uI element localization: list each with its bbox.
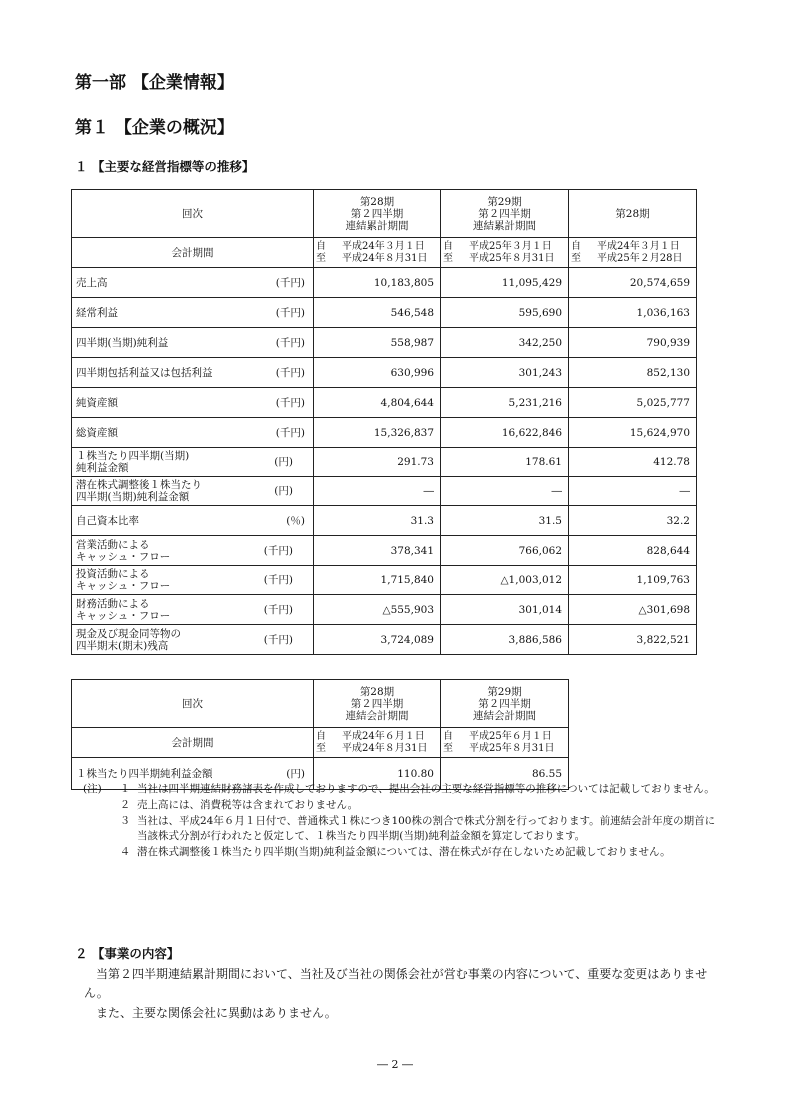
value-cell: 301,243 xyxy=(441,358,569,388)
row-label-cell xyxy=(72,358,314,388)
period-from-date: 平成25年３月１日 xyxy=(469,240,552,252)
value-cell: 31.3 xyxy=(314,506,441,536)
value-cell: 852,130 xyxy=(569,358,697,388)
header-label: 回次 xyxy=(182,207,203,220)
column-title-line: 第２四半期 xyxy=(478,207,531,220)
row-label xyxy=(76,337,168,349)
notes xyxy=(83,782,723,861)
note-text: 当社は、平成24年６月１日付で、普通株式１株につき100株の割合で株式分割を行っております。前連結会計年度の期首に当該株式分割が行われたと仮定して、１株当たり四半期(当期)純利益金額を算定しております。 xyxy=(137,815,716,842)
header-row xyxy=(72,190,697,238)
period-from-label: 自 xyxy=(443,730,453,742)
value-cell: 4,804,644 xyxy=(314,388,441,418)
period-to xyxy=(443,253,566,265)
value-cell: 1,036,163 xyxy=(569,298,697,328)
period-to-label: 至 xyxy=(316,252,326,264)
value-cell: 301,014 xyxy=(441,595,569,625)
row-label-cell xyxy=(72,506,314,536)
period-from-label: 自 xyxy=(571,240,581,252)
value-cell: ― xyxy=(314,477,441,506)
column-title-line: 第29期 xyxy=(487,195,522,208)
period-to-date: 平成24年８月31日 xyxy=(342,252,428,264)
row-label-cell xyxy=(72,298,314,328)
note-text: 売上高には、消費税等は含まれておりません。 xyxy=(137,799,359,811)
value-cell: 342,250 xyxy=(441,328,569,358)
period-to-date: 平成25年８月31日 xyxy=(469,742,555,754)
value-cell: 11,095,429 xyxy=(441,268,569,298)
row-label-cell xyxy=(72,477,314,506)
row-label-wrap xyxy=(76,768,309,780)
period-from xyxy=(316,731,438,743)
period-from-date: 平成25年６月１日 xyxy=(469,730,552,742)
page-number: ― 2 ― xyxy=(377,1058,413,1071)
row-label-cell xyxy=(72,566,314,595)
period-to-label: 至 xyxy=(443,742,453,754)
period-row xyxy=(72,728,569,758)
row-label-line: 四半期(当期)純利益金額 xyxy=(76,491,190,503)
column-title-line: 第28期 xyxy=(359,685,395,698)
row-label-cell xyxy=(72,328,314,358)
table-row xyxy=(72,448,697,477)
column-title xyxy=(445,196,564,232)
value-cell: 766,062 xyxy=(441,536,569,566)
period-to-date: 平成24年８月31日 xyxy=(342,742,428,754)
period-row xyxy=(72,238,697,268)
period-label: 会計期間 xyxy=(171,246,214,259)
row-label xyxy=(76,479,202,503)
row-label-line: 四半期(当期)純利益 xyxy=(76,336,169,349)
row-unit: (千円) xyxy=(263,544,293,557)
row-label xyxy=(76,768,213,780)
row-label-line: 現金及び現金同等物の xyxy=(76,627,181,640)
row-label-line: 純資産額 xyxy=(76,396,118,409)
column-title-cell xyxy=(314,680,441,728)
table-row xyxy=(72,298,697,328)
note-item xyxy=(83,814,723,844)
header-row xyxy=(72,680,569,728)
table-row xyxy=(72,388,697,418)
period-to xyxy=(316,743,438,755)
row-label xyxy=(76,277,108,289)
value-cell: 32.2 xyxy=(569,506,697,536)
column-title xyxy=(445,686,564,722)
period-to-date: 平成25年８月31日 xyxy=(469,252,555,264)
period-from xyxy=(571,241,694,253)
column-title xyxy=(318,196,436,232)
header-label: 回次 xyxy=(182,697,203,710)
value-cell: △555,903 xyxy=(314,595,441,625)
value-cell: 3,886,586 xyxy=(441,625,569,655)
value-cell: 31.5 xyxy=(441,506,569,536)
row-label-line: キャッシュ・フロー xyxy=(76,550,171,563)
row-unit: (千円) xyxy=(263,603,293,616)
note-number: ４ xyxy=(119,846,131,858)
row-label-line: 財務活動による xyxy=(76,597,150,610)
chapter-title: 第１ 【企業の概況】 xyxy=(75,118,234,138)
row-label xyxy=(76,628,181,652)
table-row xyxy=(72,536,697,566)
row-label-line: 投資活動による xyxy=(76,568,150,580)
row-label-line: 潜在株式調整後１株当たり xyxy=(76,479,202,491)
column-title-line: 第２四半期 xyxy=(478,697,531,710)
period-label-cell xyxy=(72,238,314,268)
value-cell: 16,622,846 xyxy=(441,418,569,448)
value-cell: 790,939 xyxy=(569,328,697,358)
column-title-line: 第28期 xyxy=(359,195,395,208)
row-label xyxy=(76,427,118,439)
row-label-line: 純利益金額 xyxy=(76,462,129,474)
period-from-date: 平成24年３月１日 xyxy=(597,240,680,252)
row-unit: (千円) xyxy=(275,396,305,409)
period-to-label: 至 xyxy=(443,252,453,264)
row-label-cell xyxy=(72,595,314,625)
row-unit: (千円) xyxy=(275,306,305,319)
row-label-wrap xyxy=(76,628,309,652)
row-label-line: 営業活動による xyxy=(76,538,150,551)
value-cell: 15,326,837 xyxy=(314,418,441,448)
table-row xyxy=(72,595,697,625)
note-item xyxy=(83,845,723,860)
column-title-cell xyxy=(314,190,441,238)
row-unit: (千円) xyxy=(275,366,305,379)
note-head xyxy=(83,814,113,844)
table-row xyxy=(72,506,697,536)
note-item xyxy=(83,782,723,797)
column-title-cell xyxy=(441,190,569,238)
period-range xyxy=(443,241,566,265)
column-title-line: 第28期 xyxy=(615,207,650,220)
column-title-cell xyxy=(441,680,569,728)
period-to xyxy=(443,743,566,755)
note-text: 潜在株式調整後１株当たり四半期(当期)純利益金額については、潜在株式が存在しないため記載しておりません。 xyxy=(137,846,671,858)
row-label-wrap xyxy=(76,568,309,592)
row-label xyxy=(76,397,118,409)
row-label-line: １株当たり四半期純利益金額 xyxy=(76,767,213,780)
period-label-cell xyxy=(72,728,314,758)
row-label-wrap xyxy=(76,598,309,622)
row-unit: (千円) xyxy=(275,426,305,439)
row-label-cell xyxy=(72,418,314,448)
period-range xyxy=(316,241,438,265)
table-row xyxy=(72,477,697,506)
period-from-date: 平成24年３月１日 xyxy=(342,240,425,252)
column-title-line: 連結累計期間 xyxy=(345,219,409,232)
value-cell: 3,724,089 xyxy=(314,625,441,655)
row-label-wrap xyxy=(76,450,309,474)
period-range xyxy=(571,241,694,265)
row-label xyxy=(76,307,118,319)
row-unit: (千円) xyxy=(275,336,305,349)
value-cell: 86.55 xyxy=(441,758,569,790)
value-cell: 178.61 xyxy=(441,448,569,477)
period-to-label: 至 xyxy=(316,742,326,754)
row-label-line: 経常利益 xyxy=(76,306,118,319)
period-from xyxy=(443,731,566,743)
row-label-wrap xyxy=(76,479,309,503)
row-label-line: キャッシュ・フロー xyxy=(76,609,171,622)
value-cell: 595,690 xyxy=(441,298,569,328)
column-title-line: 第２四半期 xyxy=(350,697,404,710)
column-title-line: 第２四半期 xyxy=(350,207,404,220)
section2-title: ２ 【事業の内容】 xyxy=(75,946,180,961)
period-cell xyxy=(441,728,569,758)
note-number: ２ xyxy=(119,799,131,811)
row-label-wrap xyxy=(76,277,309,289)
row-label-cell xyxy=(72,448,314,477)
value-cell: 378,341 xyxy=(314,536,441,566)
column-title-cell xyxy=(569,190,697,238)
row-label xyxy=(76,367,213,379)
financial-indicators-table xyxy=(71,189,697,655)
period-cell xyxy=(314,238,441,268)
value-cell: 412.78 xyxy=(569,448,697,477)
part-title: 第一部 【企業情報】 xyxy=(75,73,234,93)
row-label xyxy=(76,539,170,563)
column-title xyxy=(318,686,436,722)
value-cell: 828,644 xyxy=(569,536,697,566)
column-title-line: 連結累計期間 xyxy=(473,219,536,232)
period-from-date: 平成24年６月１日 xyxy=(342,730,425,742)
table-row xyxy=(72,625,697,655)
period-cell xyxy=(314,728,441,758)
column-title-line: 第29期 xyxy=(487,685,522,698)
note-head: (注) xyxy=(83,783,102,795)
value-cell: △301,698 xyxy=(569,595,697,625)
value-cell: 558,987 xyxy=(314,328,441,358)
period-cell xyxy=(441,238,569,268)
row-label xyxy=(76,515,139,527)
note-text: 当社は四半期連結財務諸表を作成しておりますので、提出会社の主要な経営指標等の推移については記載しておりません。 xyxy=(137,783,715,795)
section2-paragraph-2: また、主要な関係会社に異動はありません。 xyxy=(96,1006,337,1020)
row-label-wrap xyxy=(76,515,309,527)
row-label-cell xyxy=(72,536,314,566)
column-title-line: 連結会計期間 xyxy=(345,709,409,722)
row-label-wrap xyxy=(76,539,309,563)
table-row xyxy=(72,268,697,298)
period-from-label: 自 xyxy=(316,240,326,252)
row-label xyxy=(76,598,170,622)
row-unit: (円) xyxy=(286,767,305,780)
row-label-wrap xyxy=(76,427,309,439)
row-unit: (％) xyxy=(286,514,305,527)
row-label-cell xyxy=(72,268,314,298)
period-range xyxy=(316,731,438,755)
column-title xyxy=(573,208,692,220)
row-label-line: キャッシュ・フロー xyxy=(76,580,171,592)
column-title-line: 連結会計期間 xyxy=(473,709,536,722)
row-label-line: 自己資本比率 xyxy=(76,514,139,527)
value-cell: 15,624,970 xyxy=(569,418,697,448)
row-unit: (千円) xyxy=(275,276,305,289)
header-label-cell xyxy=(72,190,314,238)
value-cell: 1,715,840 xyxy=(314,566,441,595)
period-from xyxy=(443,241,566,253)
note-head xyxy=(83,798,113,813)
table-row xyxy=(72,358,697,388)
row-label-wrap xyxy=(76,367,309,379)
table-row xyxy=(72,566,697,595)
value-cell: 1,109,763 xyxy=(569,566,697,595)
row-label-wrap xyxy=(76,307,309,319)
period-to xyxy=(571,253,694,265)
section2-paragraph-1: 当第２四半期連結累計期間において、当社及び当社の関係会社が営む事業の内容について、重要な変更はありません。 xyxy=(84,967,708,1000)
row-label xyxy=(76,568,170,592)
note-number: １ xyxy=(119,783,131,795)
value-cell: 5,025,777 xyxy=(569,388,697,418)
value-cell: 5,231,216 xyxy=(441,388,569,418)
value-cell: 291.73 xyxy=(314,448,441,477)
period-cell xyxy=(569,238,697,268)
period-from-label: 自 xyxy=(316,730,326,742)
row-label-line: 売上高 xyxy=(76,276,108,289)
period-to-label: 至 xyxy=(571,252,581,264)
row-unit: (千円) xyxy=(263,633,293,646)
section1-title: １ 【主要な経営指標等の推移】 xyxy=(75,159,255,174)
row-label xyxy=(76,450,189,474)
row-label-line: 総資産額 xyxy=(76,426,118,439)
row-unit: (千円) xyxy=(263,574,293,586)
value-cell: 546,548 xyxy=(314,298,441,328)
row-label-line: 四半期末(期末)残高 xyxy=(76,639,169,652)
table-row xyxy=(72,328,697,358)
value-cell: 630,996 xyxy=(314,358,441,388)
period-label: 会計期間 xyxy=(171,736,214,749)
row-label-cell xyxy=(72,625,314,655)
row-label-wrap xyxy=(76,337,309,349)
quarterly-eps-table xyxy=(71,679,569,790)
period-range xyxy=(443,731,566,755)
row-label-line: １株当たり四半期(当期) xyxy=(76,450,190,462)
value-cell: 10,183,805 xyxy=(314,268,441,298)
row-label-wrap xyxy=(76,397,309,409)
value-cell: ― xyxy=(441,477,569,506)
row-label-cell xyxy=(72,388,314,418)
value-cell: 20,574,659 xyxy=(569,268,697,298)
header-label-cell xyxy=(72,680,314,728)
value-cell: △1,003,012 xyxy=(441,566,569,595)
period-from xyxy=(316,241,438,253)
row-unit: (円) xyxy=(274,456,293,468)
note-head xyxy=(83,845,113,860)
period-from-label: 自 xyxy=(443,240,453,252)
value-cell: ― xyxy=(569,477,697,506)
value-cell: 3,822,521 xyxy=(569,625,697,655)
note-number: ３ xyxy=(119,815,131,827)
table-row xyxy=(72,418,697,448)
period-to xyxy=(316,253,438,265)
row-label-line: 四半期包括利益又は包括利益 xyxy=(76,366,213,379)
note-item xyxy=(83,798,723,813)
value-cell: 110.80 xyxy=(314,758,441,790)
period-to-date: 平成25年２月28日 xyxy=(597,252,683,264)
row-unit: (円) xyxy=(274,485,293,497)
